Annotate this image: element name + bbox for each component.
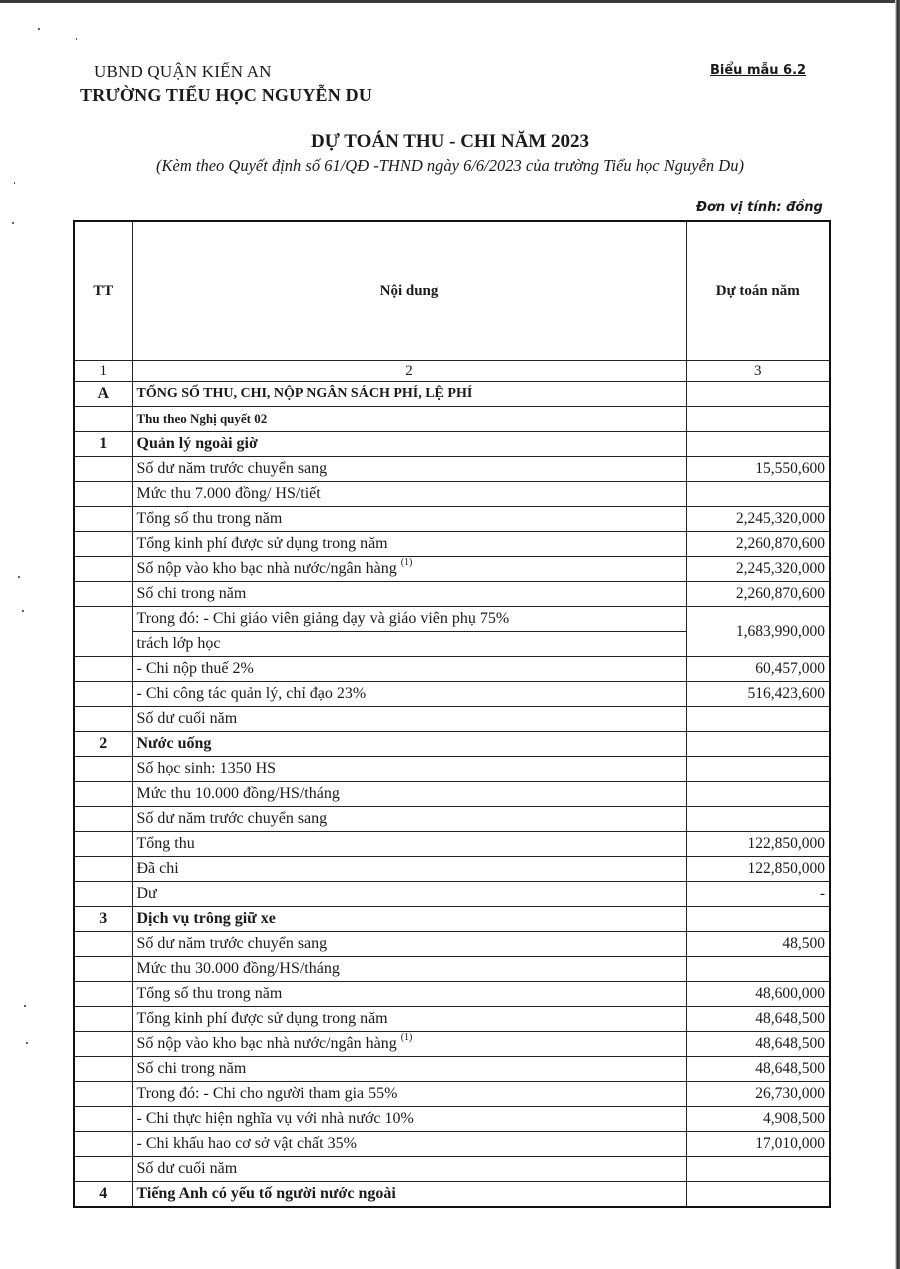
row-tt (74, 782, 132, 807)
row-content: - Chi công tác quản lý, chỉ đạo 23% (132, 682, 686, 707)
row-content: Mức thu 30.000 đồng/HS/tháng (132, 957, 686, 982)
form-code: Biểu mẫu 6.2 (710, 63, 807, 78)
row-amount (686, 407, 830, 432)
row-tt (74, 932, 132, 957)
table-row (74, 957, 830, 982)
row-content: Số chi trong năm (132, 582, 686, 607)
org-parent-name: UBND QUẬN KIẾN AN (94, 62, 272, 81)
row-amount: 48,600,000 (686, 982, 830, 1007)
scan-speck (24, 1005, 26, 1007)
row-amount: 26,730,000 (686, 1082, 830, 1107)
row-tt (74, 807, 132, 832)
row-tt (74, 532, 132, 557)
document-title: DỰ TOÁN THU - CHI NĂM 2023 (311, 131, 589, 152)
table-row (74, 782, 830, 807)
row-content: Tổng số thu trong năm (132, 507, 686, 532)
row-content: Số dư năm trước chuyển sang (132, 457, 686, 482)
row-amount (686, 907, 830, 932)
row-amount (686, 432, 830, 457)
row-tt (74, 557, 132, 582)
row-amount: 60,457,000 (686, 657, 830, 682)
table-row (74, 382, 830, 407)
scan-speck (22, 610, 24, 612)
scan-speck (18, 576, 20, 578)
row-amount: - (686, 882, 830, 907)
table-row (74, 432, 830, 457)
row-amount: 48,648,500 (686, 1057, 830, 1082)
scan-speck (38, 28, 40, 30)
row-content: Trong đó: - Chi cho người tham gia 55% (132, 1082, 686, 1107)
row-content (132, 557, 686, 582)
row-content: Dư (132, 882, 686, 907)
row-content: Số dư cuối năm (132, 1157, 686, 1182)
scan-speck (76, 38, 77, 40)
table-row (74, 982, 830, 1007)
row-content: Thu theo Nghị quyết 02 (132, 407, 686, 432)
table-row (74, 857, 830, 882)
table-row (74, 1007, 830, 1032)
table-row (74, 482, 830, 507)
column-number: 3 (686, 361, 830, 382)
row-tt (74, 407, 132, 432)
row-tt (74, 857, 132, 882)
table-row (74, 907, 830, 932)
table-row (74, 582, 830, 607)
column-header-estimate: Dự toán năm (686, 221, 830, 361)
column-header-content: Nội dung (132, 221, 686, 361)
row-tt (74, 507, 132, 532)
row-content: Quản lý ngoài giờ (132, 432, 686, 457)
row-amount: 17,010,000 (686, 1132, 830, 1157)
table-row (74, 1082, 830, 1107)
row-amount (686, 1157, 830, 1182)
row-amount: 48,500 (686, 932, 830, 957)
table-row (74, 657, 830, 682)
row-amount (686, 782, 830, 807)
row-amount: 48,648,500 (686, 1032, 830, 1057)
table-row (74, 1107, 830, 1132)
column-number: 2 (132, 361, 686, 382)
row-amount (686, 807, 830, 832)
table-row (74, 1057, 830, 1082)
row-tt (74, 607, 132, 657)
row-content: Trong đó: - Chi giáo viên giảng dạy và giáo viên phụ 75% (132, 607, 686, 632)
row-amount: 122,850,000 (686, 832, 830, 857)
scan-speck (26, 1042, 28, 1044)
table-row (74, 832, 830, 857)
row-tt (74, 957, 132, 982)
row-amount: 2,260,870,600 (686, 582, 830, 607)
scan-edge-top (0, 0, 900, 3)
row-amount: 2,245,320,000 (686, 557, 830, 582)
column-header-tt: TT (74, 221, 132, 361)
scan-edge-right (895, 0, 900, 1269)
row-tt (74, 1057, 132, 1082)
row-tt (74, 707, 132, 732)
table-row (74, 757, 830, 782)
table-row (74, 457, 830, 482)
row-amount (686, 482, 830, 507)
row-tt (74, 882, 132, 907)
row-content: Số chi trong năm (132, 1057, 686, 1082)
row-tt (74, 1082, 132, 1107)
table-header-row (74, 221, 830, 361)
row-amount: 1,683,990,000 (686, 607, 830, 657)
row-tt: A (74, 382, 132, 407)
table-row (74, 1032, 830, 1057)
row-tt (74, 482, 132, 507)
footnote-marker: (1) (400, 557, 413, 568)
table-row (74, 807, 830, 832)
row-tt (74, 1132, 132, 1157)
row-content-text: Số nộp vào kho bạc nhà nước/ngân hàng (136, 1035, 397, 1052)
row-content: Đã chi (132, 857, 686, 882)
row-tt (74, 682, 132, 707)
table-row (74, 607, 830, 632)
row-tt (74, 757, 132, 782)
table-row (74, 1182, 830, 1208)
row-amount (686, 957, 830, 982)
row-tt (74, 1032, 132, 1057)
table-row (74, 507, 830, 532)
row-content: Mức thu 10.000 đồng/HS/tháng (132, 782, 686, 807)
row-tt (74, 1007, 132, 1032)
row-amount (686, 757, 830, 782)
table-row (74, 532, 830, 557)
row-amount: 48,648,500 (686, 1007, 830, 1032)
scan-speck (14, 182, 15, 184)
row-content: Số dư cuối năm (132, 707, 686, 732)
footnote-marker: (1) (400, 1032, 413, 1043)
table-row (74, 882, 830, 907)
row-amount (686, 382, 830, 407)
unit-label: Đơn vị tính: đồng (696, 200, 823, 215)
row-amount (686, 1182, 830, 1208)
document-subtitle: (Kèm theo Quyết định số 61/QĐ -THND ngày 6/6/2023 của trường Tiểu học Nguyễn Du) (156, 156, 744, 175)
table-row (74, 1132, 830, 1157)
row-amount (686, 707, 830, 732)
column-number: 1 (74, 361, 132, 382)
column-number-row (74, 361, 830, 382)
row-content: Số dư năm trước chuyển sang (132, 932, 686, 957)
row-amount (686, 732, 830, 757)
table-row (74, 1157, 830, 1182)
row-tt: 3 (74, 907, 132, 932)
row-content: - Chi nộp thuế 2% (132, 657, 686, 682)
scan-speck (12, 222, 14, 224)
row-tt (74, 457, 132, 482)
row-content: - Chi khấu hao cơ sở vật chất 35% (132, 1132, 686, 1157)
row-tt (74, 982, 132, 1007)
row-content: TỔNG SỐ THU, CHI, NỘP NGÂN SÁCH PHÍ, LỆ PHÍ (132, 382, 686, 407)
row-tt (74, 582, 132, 607)
row-content: Tổng kinh phí được sử dụng trong năm (132, 532, 686, 557)
row-content-text: Số nộp vào kho bạc nhà nước/ngân hàng (136, 560, 397, 577)
row-content (132, 1032, 686, 1057)
org-school-name: TRƯỜNG TIỂU HỌC NGUYỄN DU (80, 85, 373, 105)
row-content: Tổng thu (132, 832, 686, 857)
row-tt (74, 832, 132, 857)
table-row (74, 707, 830, 732)
row-content: - Chi thực hiện nghĩa vụ với nhà nước 10% (132, 1107, 686, 1132)
row-amount: 516,423,600 (686, 682, 830, 707)
row-content: Tổng số thu trong năm (132, 982, 686, 1007)
table-row (74, 407, 830, 432)
row-tt (74, 657, 132, 682)
row-content: Số học sinh: 1350 HS (132, 757, 686, 782)
row-tt: 4 (74, 1182, 132, 1208)
row-amount: 2,245,320,000 (686, 507, 830, 532)
row-amount: 2,260,870,600 (686, 532, 830, 557)
row-tt: 2 (74, 732, 132, 757)
table-row (74, 932, 830, 957)
table-row (74, 682, 830, 707)
row-content: Nước uống (132, 732, 686, 757)
row-content: Số dư năm trước chuyển sang (132, 807, 686, 832)
table-row (74, 557, 830, 582)
row-amount: 4,908,500 (686, 1107, 830, 1132)
row-content-continuation: trách lớp học (132, 632, 686, 657)
row-amount: 122,850,000 (686, 857, 830, 882)
row-tt (74, 1157, 132, 1182)
row-tt: 1 (74, 432, 132, 457)
table-row (74, 732, 830, 757)
budget-table (73, 220, 831, 1208)
row-amount: 15,550,600 (686, 457, 830, 482)
row-content: Tổng kinh phí được sử dụng trong năm (132, 1007, 686, 1032)
row-tt (74, 1107, 132, 1132)
row-content: Dịch vụ trông giữ xe (132, 907, 686, 932)
row-content: Mức thu 7.000 đồng/ HS/tiết (132, 482, 686, 507)
row-content: Tiếng Anh có yếu tố người nước ngoài (132, 1182, 686, 1208)
